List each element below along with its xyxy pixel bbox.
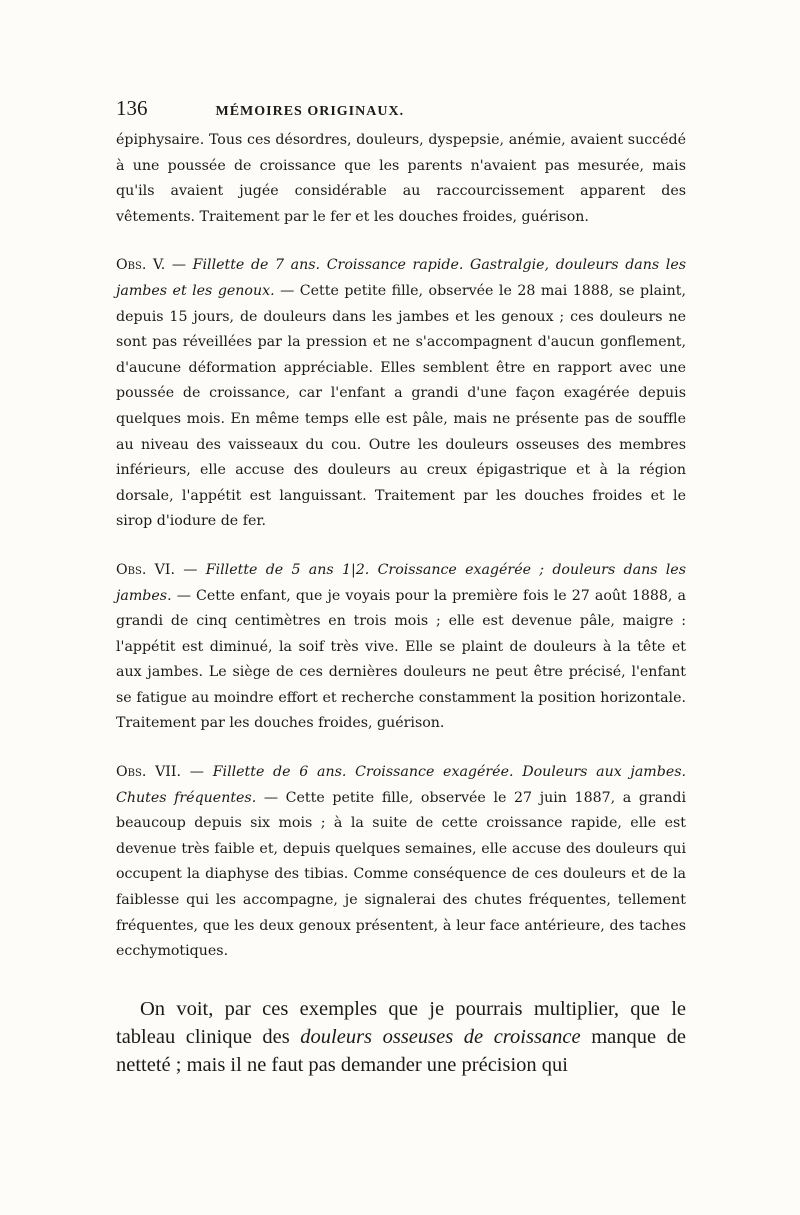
page-header <box>116 96 686 124</box>
observation-label: Obs. V. — <box>116 257 187 274</box>
observation-label: Obs. VI. — <box>116 561 198 578</box>
paragraph-continuation <box>116 128 686 230</box>
page-number: 136 <box>116 96 148 120</box>
running-head: MÉMOIRES ORIGINAUX. <box>215 104 405 119</box>
observation-title: Fillette de 7 ans. Croissance rapide. Gastralgie, douleurs dans les jambes et les genoux. <box>116 257 686 299</box>
observation-title: Fillette de 6 ans. Croissance exagérée. Douleurs aux jambes. Chutes fréquentes. <box>116 764 687 806</box>
conclusion-text-start: On voit, par ces exemples que je pourrais multiplier, que le tableau clinique des <box>116 997 686 1048</box>
observation-5 <box>116 253 686 535</box>
conclusion-text-end: manque de netteté ; mais il ne faut pas demander une précision qui <box>116 1025 687 1076</box>
page <box>116 96 686 1079</box>
paragraph-text: épiphysaire. Tous ces désordres, douleurs, dyspepsie, anémie, avaient succédé à une poussée de croissance que les parents n'avaient pas mesurée, mais qu'ils avaient jugée considérable au raccourcissement apparent des vêtements. Traitement par le fer et les douches froides, guérison. <box>116 132 686 225</box>
observation-7 <box>116 760 686 965</box>
conclusion-emphasis: douleurs osseuses de croissance <box>300 1025 581 1048</box>
conclusion-paragraph <box>116 995 686 1079</box>
observation-body: — Cette petite fille, observée le 27 juin 1887, a grandi beaucoup depuis six mois ; à la suite de cette croissance rapide, elle est devenue très faible et, depuis quelques semaines, elle accuse des douleurs qui occupent la diaphyse des tibias. Comme conséquence de ces douleurs et de la faiblesse qui les accompagne, je signalerai des chutes fréquentes, tellement fréquentes, que les deux genoux présentent, à leur face antérieure, des taches ecchymotiques. <box>116 789 686 960</box>
observation-body: — Cette enfant, que je voyais pour la première fois le 27 août 1888, a grandi de cinq centimètres en trois mois ; elle est devenue pâle, maigre : l'appétit est diminué, la soif très vive. Elle se plaint de douleurs à la tête et aux jambes. Le siège de ces dernières douleurs ne peut être précisé, l'enfant se fatigue au moindre effort et recherche constamment la position horizontale. Traitement par les douches froides, guérison. <box>116 587 686 732</box>
observation-label: Obs. VII. — <box>116 764 204 781</box>
observation-6 <box>116 558 686 737</box>
observation-title: Fillette de 5 ans 1|2. Croissance exagérée ; douleurs dans les jambes. <box>116 561 686 604</box>
observation-body: — Cette petite fille, observée le 28 mai 1888, se plaint, depuis 15 jours, de douleurs dans les jambes et les genoux ; ces douleurs ne sont pas réveillées par la pression et ne s'accompagnent d'aucun gonflement, d'aucune déformation appréciable. Elles semblent être en rapport avec une poussée de croissance, car l'enfant a grandi d'une façon exagérée depuis quelques mois. En même temps elle est pâle, mais ne présente pas de souffle au niveau des vaisseaux du cou. Outre les douleurs osseuses des membres inférieurs, elle accuse des douleurs au creux épigastrique et à la région dorsale, l'appétit est languissant. Traitement par les douches froides et le sirop d'iodure de fer. <box>116 282 686 530</box>
